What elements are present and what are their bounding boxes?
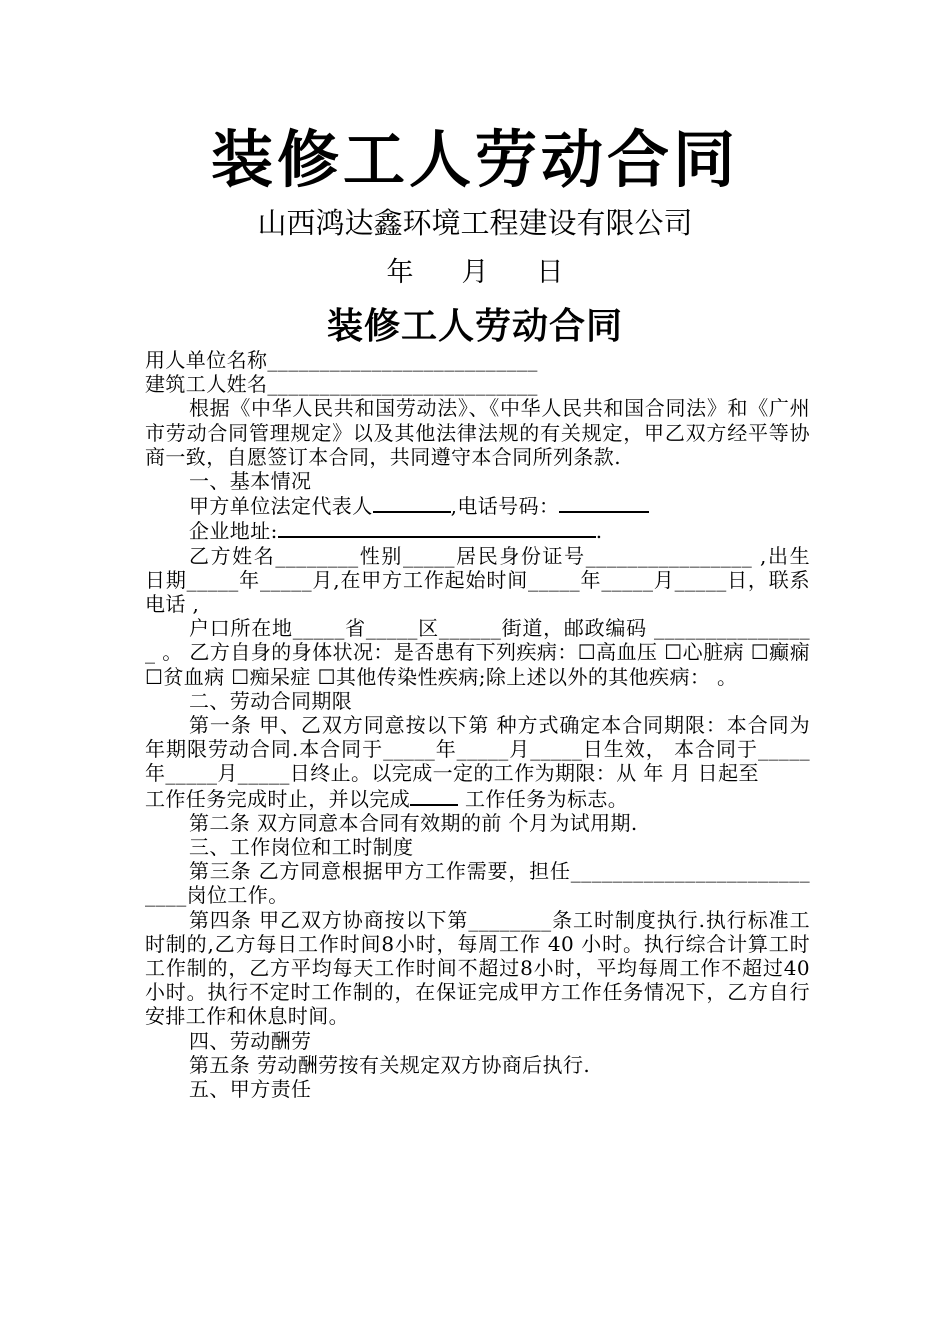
article-3-paragraph: 第三条 乙方同意根据甲方工作需要，担任___________________________岗位工作。	[145, 859, 810, 908]
section-heading-contract-term: 二、劳动合同期限	[189, 688, 353, 713]
section-heading-basic-info: 一、基本情况	[189, 469, 312, 494]
document-title: 装修工人劳动合同	[210, 123, 739, 196]
company-name: 山西鸿达鑫环境工程建设有限公司	[257, 206, 693, 240]
section-heading-remuneration: 四、劳动酬劳	[189, 1028, 312, 1053]
task-completion-line	[145, 786, 810, 811]
address-blank	[278, 518, 596, 538]
party-b-info-paragraph: 乙方姓名________性别_____居民身份证号________________ ,出生日期_____年_____月,在甲方工作起始时间_____年_____月_____日，联系电话 ,	[145, 543, 810, 617]
phone-blank	[559, 493, 649, 513]
contract-subtitle: 装修工人劳动合同	[326, 305, 623, 347]
task-completion-end: 工作任务为标志。	[458, 786, 629, 811]
article-1-paragraph: 第一条 甲、乙双方同意按以下第 种方式确定本合同期限：本合同为 年期限劳动合同.本合同于_____年_____月_____日生效， 本合同于_____年_____月_____日终止。以完成一定的工作为期限：从 年 月 日起至	[145, 713, 810, 786]
worker-name-line: 建筑工人姓名__________________________	[145, 372, 538, 397]
article-4-paragraph: 第四条 甲乙双方协商按以下第________条工时制度执行.执行标准工时制的,乙方每日工作时间8小时，每周工作 40 小时。执行综合计算工时工作制的，乙方平均每天工作时间不超过8小时，平均每周工作不超过40小时。执行不定时工作制的，在保证完成甲方工作任务情况下，乙方自行安排工作和休息时间。	[145, 907, 810, 1029]
task-completion-text: 工作任务完成时止，并以完成	[145, 786, 411, 811]
section-heading-work-hours: 三、工作岗位和工时制度	[189, 835, 414, 860]
address-label: 企业地址:	[189, 519, 278, 544]
legal-representative-line	[145, 493, 810, 518]
address-end: .	[595, 519, 603, 544]
company-address-line	[145, 518, 810, 543]
phone-label: ,电话号码：	[450, 494, 560, 519]
date-day: 日	[536, 257, 564, 288]
article-5-paragraph: 第五条 劳动酬劳按有关规定双方协商后执行.	[189, 1052, 591, 1077]
section-heading-party-a-duties: 五、甲方责任	[189, 1077, 312, 1102]
legal-representative-label: 甲方单位法定代表人	[189, 494, 373, 519]
contract-body	[145, 348, 810, 1101]
date-year: 年	[386, 257, 414, 288]
date-month: 月	[461, 257, 489, 288]
task-blank	[410, 786, 458, 806]
article-2-paragraph: 第二条 双方同意本合同有效期的前 个月为试用期.	[189, 810, 638, 835]
employer-name-line: 用人单位名称__________________________	[145, 348, 538, 372]
date-line	[0, 255, 950, 291]
representative-blank	[373, 493, 451, 513]
preamble-paragraph: 根据《中华人民共和国劳动法》、《中华人民共和国合同法》和《广州市劳动合同管理规定》以及其他法律法规的有关规定，甲乙双方经平等协商一致，自愿签订本合同，共同遵守本合同所列条款.	[145, 396, 810, 469]
household-health-paragraph: 户口所在地_____省_____区______街道，邮政编码 ________________ 。 乙方自身的身体状况：是否患有下列疾病：☐高血压 ☐心脏病 ☐癫痫 ☐贫血病 ☐痴呆症 ☐其他传染性疾病;除上述以外的其他疾病： 。	[145, 616, 810, 689]
